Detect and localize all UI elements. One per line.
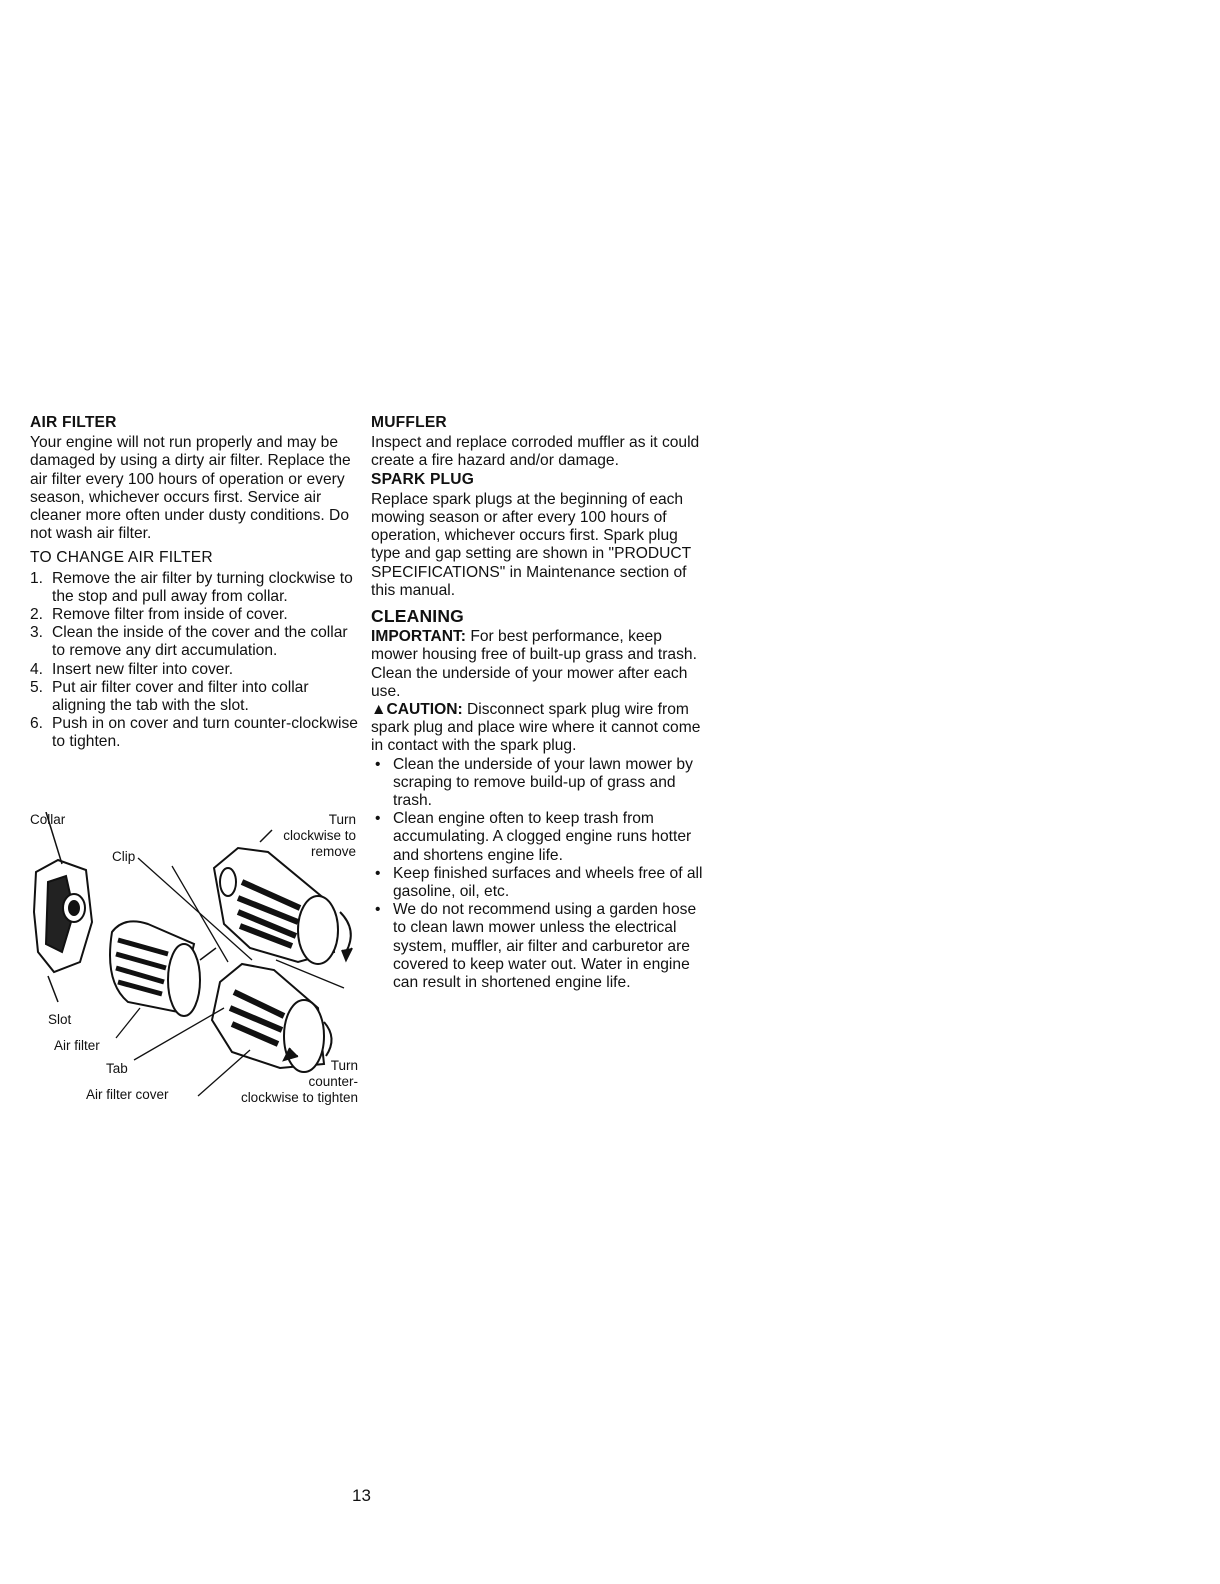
- spark-plug-text: Replace spark plugs at the beginning of each mowing season or after every 100 hours of operation, whichever occurs first. Spark plug type and gap setting are shown in "PRODUCT SPECIFICATIONS" in Maintenance section of this manual.: [371, 490, 691, 599]
- step-item: 5. Put air filter cover and filter into collar aligning the tab with the slot.: [30, 678, 309, 715]
- cleaning-bullets: [371, 756, 706, 993]
- label-air-filter-cover: Air filter cover: [86, 1087, 169, 1102]
- spark-plug-heading: SPARK PLUG: [371, 470, 475, 488]
- muffler-text: Inspect and replace corroded muffler as it could create a fire hazard and/or damage.: [371, 434, 700, 470]
- important-note: IMPORTANT: For best performance, keep mower housing free of built-up grass and trash. Clean the underside of your mower after each use.: [371, 628, 697, 700]
- label-clip: Clip: [112, 849, 136, 864]
- step-item: 4. Insert new filter into cover.: [30, 660, 234, 678]
- muffler-heading: MUFFLER: [371, 414, 447, 431]
- list-item: • Clean the underside of your lawn mower by scraping to remove build-up of grass and trash.: [371, 756, 706, 811]
- cleaning-heading: CLEANING: [371, 606, 464, 627]
- step-item: 1. Remove the air filter by turning clockwise to the stop and pull away from collar.: [30, 569, 353, 605]
- list-item: • Clean engine often to keep trash from accumulating. A clogged engine runs hotter and shortens engine life.: [371, 810, 706, 865]
- air-filter-section: [30, 414, 360, 752]
- page-number: 13: [352, 1486, 371, 1505]
- air-filter-steps: [30, 570, 360, 752]
- label-tab: Tab: [106, 1061, 128, 1076]
- air-filter-illustration: [28, 812, 360, 1112]
- air-filter-intro: Your engine will not run properly and may be damaged by using a dirty air filter. Replace the air filter every 100 hours of operation or every season, whichever occurs first. Service air cleaner more often under dusty conditions. Do not wash air filter.: [30, 434, 351, 543]
- right-column: [371, 414, 706, 992]
- caution-note: ▲CAUTION: Disconnect spark plug wire from spark plug and place wire where it cannot come in contact with the spark plug.: [371, 701, 701, 755]
- list-item: • We do not recommend using a garden hose to clean lawn mower unless the electrical system, muffler, air filter and carburetor are covered to keep water out. Water in engine can result in shortened engine life.: [371, 901, 706, 992]
- step-item: 2. Remove filter from inside of cover.: [30, 606, 288, 624]
- list-item: • Keep finished surfaces and wheels free of all gasoline, oil, etc.: [371, 865, 706, 901]
- warning-triangle-icon: ▲: [371, 701, 387, 719]
- label-turn-clockwise: Turn clockwise to remove: [283, 812, 356, 859]
- step-item: 3. Clean the inside of the cover and the collar to remove any dirt accumulation.: [30, 624, 348, 660]
- label-turn-counterclockwise: Turn counter- clockwise to tighten: [240, 1058, 358, 1105]
- change-air-filter-subheading: TO CHANGE AIR FILTER: [30, 549, 213, 567]
- label-collar: Collar: [30, 812, 66, 827]
- air-filter-heading: AIR FILTER: [30, 414, 117, 431]
- step-item: 6. Push in on cover and turn counter-clockwise to tighten.: [30, 715, 358, 751]
- label-slot: Slot: [48, 1012, 72, 1027]
- label-air-filter: Air filter: [54, 1038, 100, 1053]
